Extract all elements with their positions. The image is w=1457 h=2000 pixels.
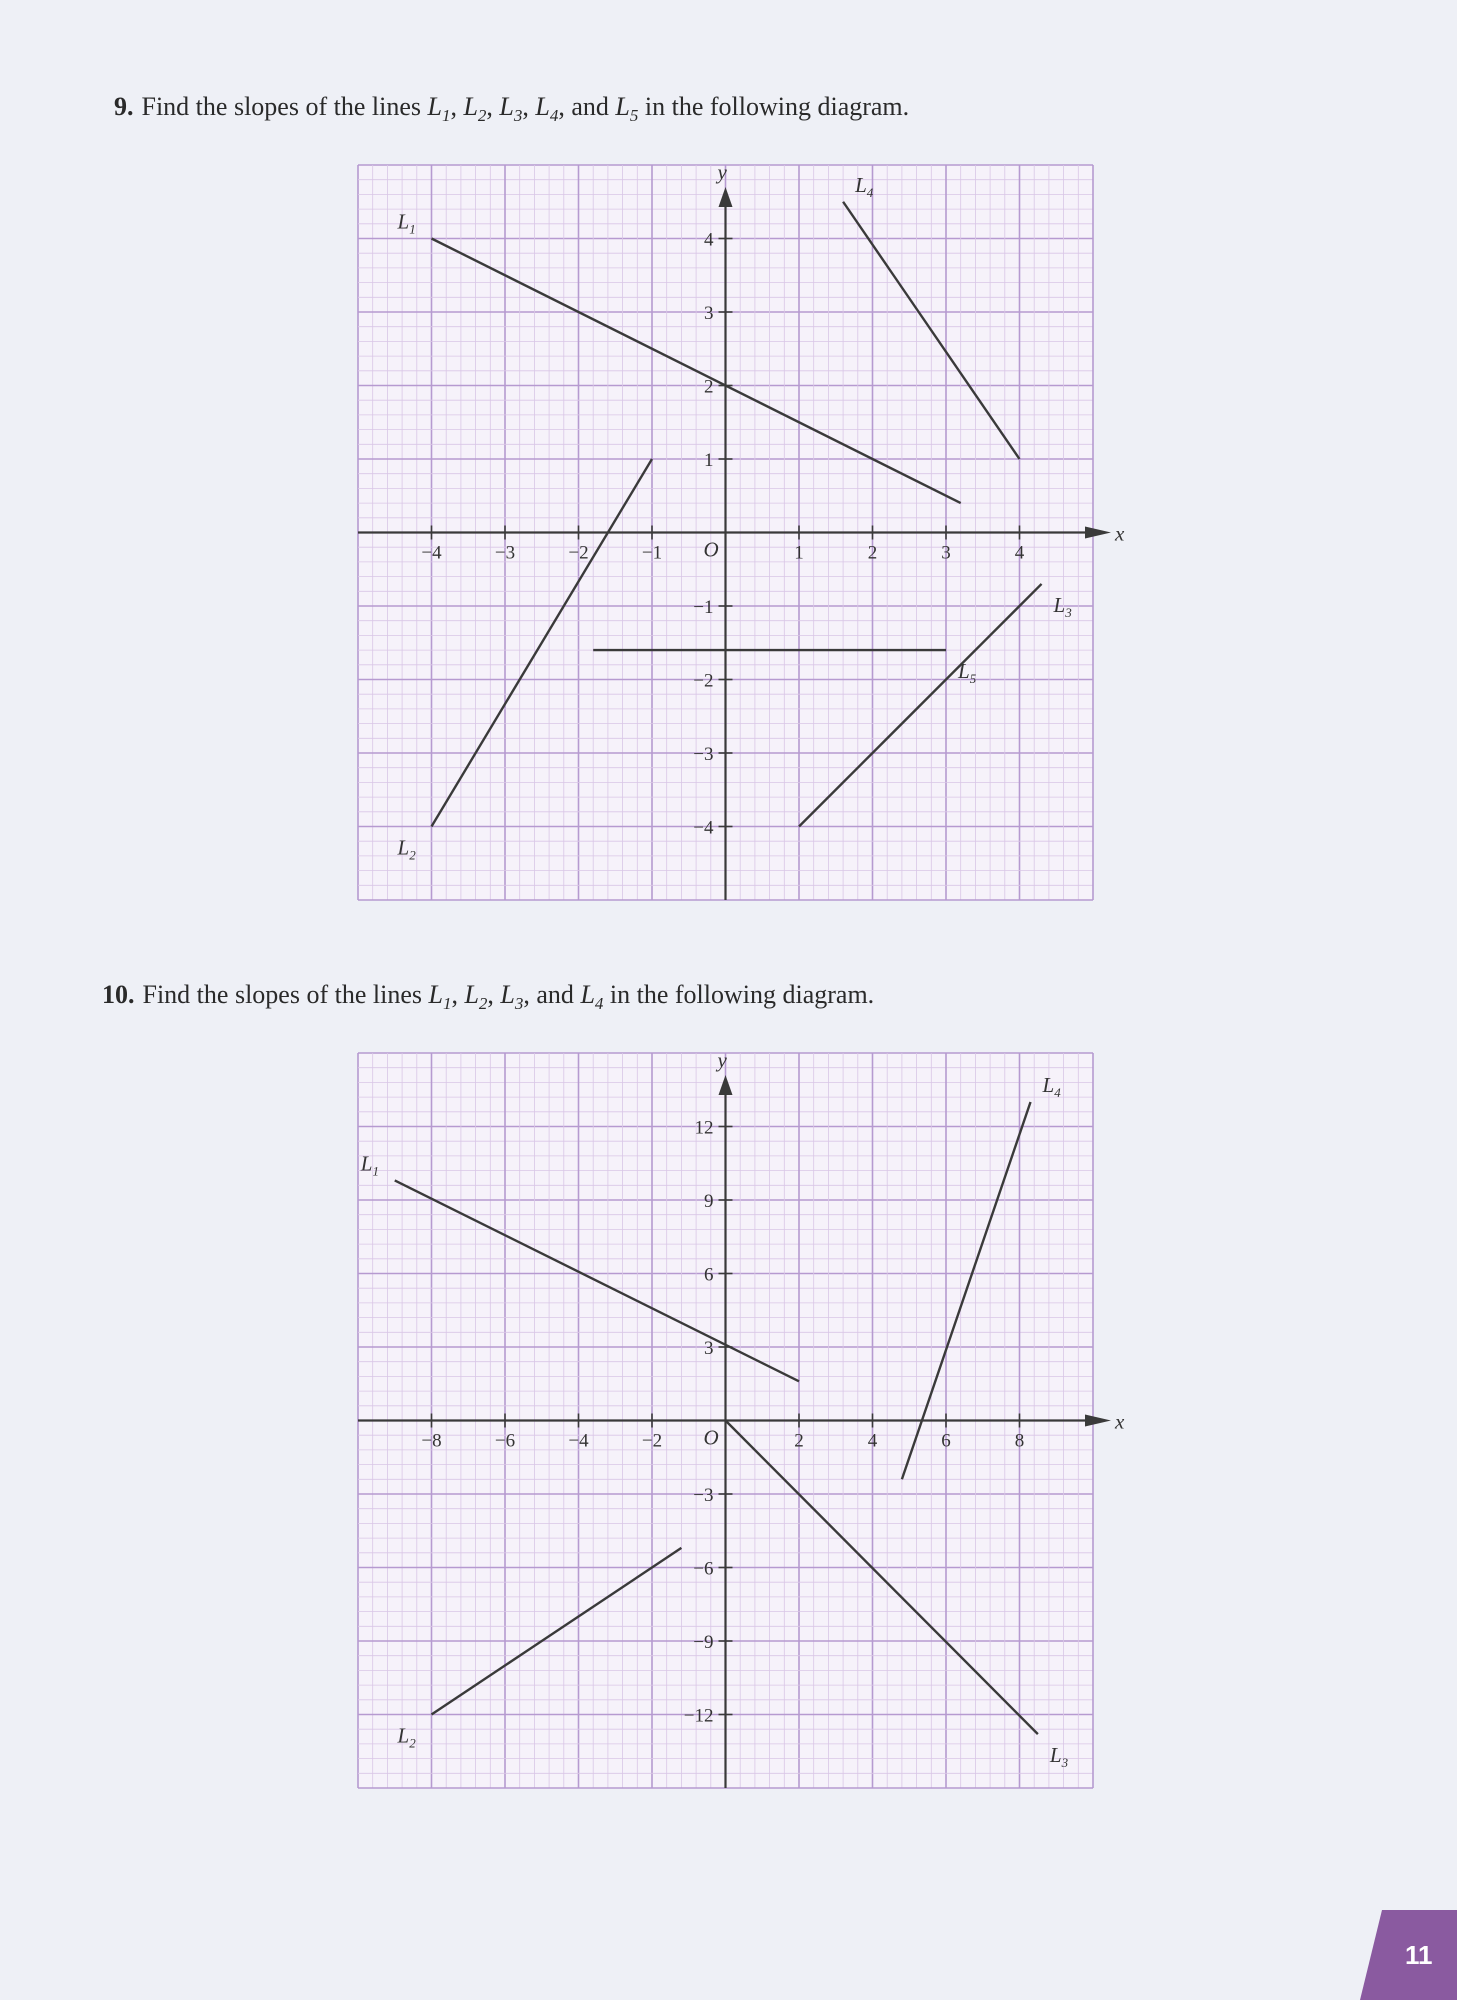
x-tick-label: 1 (794, 542, 804, 564)
x-axis-label: x (1115, 521, 1125, 546)
y-axis-label: y (717, 160, 727, 184)
question-text: Find the slopes of the lines $L_1$, $L_2$, $L_3$, $L_4$, and $L_5$ in the following diagram. (141, 92, 910, 126)
line-name: $L_1$ (428, 980, 452, 1014)
line-name: $L_5$ (615, 92, 639, 126)
x-tick-label: 8 (1014, 1430, 1025, 1452)
y-tick-label: 4 (704, 229, 714, 251)
line-name: $L_3$ (499, 92, 523, 126)
x-tick-label: 2 (867, 542, 878, 564)
question-9 (114, 92, 909, 131)
line-label: $L_4$ (855, 172, 874, 200)
y-tick-label: −9 (693, 1632, 714, 1653)
y-tick-label: −1 (693, 597, 714, 618)
question-10 (102, 980, 874, 1019)
y-tick-label: 1 (704, 450, 714, 471)
line-label: $L_4$ (1042, 1073, 1061, 1100)
y-tick-label: −3 (693, 744, 714, 765)
y-tick-label: −6 (693, 1558, 714, 1580)
x-axis-arrow-icon (1085, 527, 1111, 539)
diagram-10 (358, 1048, 1125, 1788)
y-tick-label: 12 (694, 1117, 714, 1139)
x-tick-label: 4 (1014, 542, 1025, 564)
line-label: $L_3$ (1049, 1743, 1069, 1771)
x-tick-label: 6 (941, 1430, 951, 1452)
line-label: $L_3$ (1053, 592, 1072, 620)
y-tick-label: 6 (704, 1264, 714, 1286)
question-text: Find the slopes of the lines $L_1$, $L_2$, $L_3$, and $L_4$ in the following diagram. (142, 980, 875, 1014)
line-label: $L_1$ (397, 209, 416, 237)
x-tick-label: −2 (641, 1430, 663, 1452)
diagram-9 (358, 160, 1125, 900)
y-tick-label: −4 (693, 817, 714, 839)
page-number: 11 (1405, 1940, 1433, 1970)
y-tick-label: 3 (704, 303, 714, 324)
x-tick-label: −8 (421, 1430, 442, 1452)
question-number: 9. (114, 92, 134, 121)
y-tick-label: 2 (704, 376, 714, 398)
x-tick-label: −2 (568, 542, 589, 564)
x-tick-label: −4 (568, 1430, 589, 1452)
x-tick-label: −6 (494, 1430, 516, 1452)
x-tick-label: 3 (941, 542, 951, 564)
line-label: $L_2$ (397, 835, 416, 863)
line-label: $L_1$ (360, 1151, 379, 1179)
x-tick-label: −1 (641, 542, 663, 564)
x-tick-label: 2 (794, 1430, 804, 1452)
y-tick-label: −3 (693, 1485, 714, 1506)
line-label: $L_5$ (958, 659, 977, 687)
line-name: $L_3$ (500, 980, 524, 1014)
line-name: $L_2$ (463, 92, 487, 126)
y-tick-label: −2 (693, 670, 714, 692)
x-axis-label: x (1115, 1409, 1125, 1434)
y-tick-label: 3 (704, 1338, 714, 1359)
x-tick-label: 4 (867, 1430, 878, 1452)
line-name: $L_2$ (464, 980, 488, 1014)
line-name: $L_4$ (580, 980, 604, 1014)
line-name: $L_4$ (535, 92, 559, 126)
line-label: $L_2$ (397, 1723, 416, 1751)
y-tick-label: −12 (683, 1705, 714, 1727)
line-name: $L_1$ (427, 92, 451, 126)
y-axis-label: y (717, 1048, 727, 1072)
origin-label: O (703, 537, 719, 562)
x-tick-label: −3 (494, 542, 516, 564)
x-tick-label: −4 (421, 542, 442, 564)
question-number: 10. (102, 980, 135, 1009)
y-tick-label: 9 (704, 1191, 714, 1212)
origin-label: O (703, 1425, 719, 1450)
x-axis-arrow-icon (1085, 1415, 1111, 1427)
